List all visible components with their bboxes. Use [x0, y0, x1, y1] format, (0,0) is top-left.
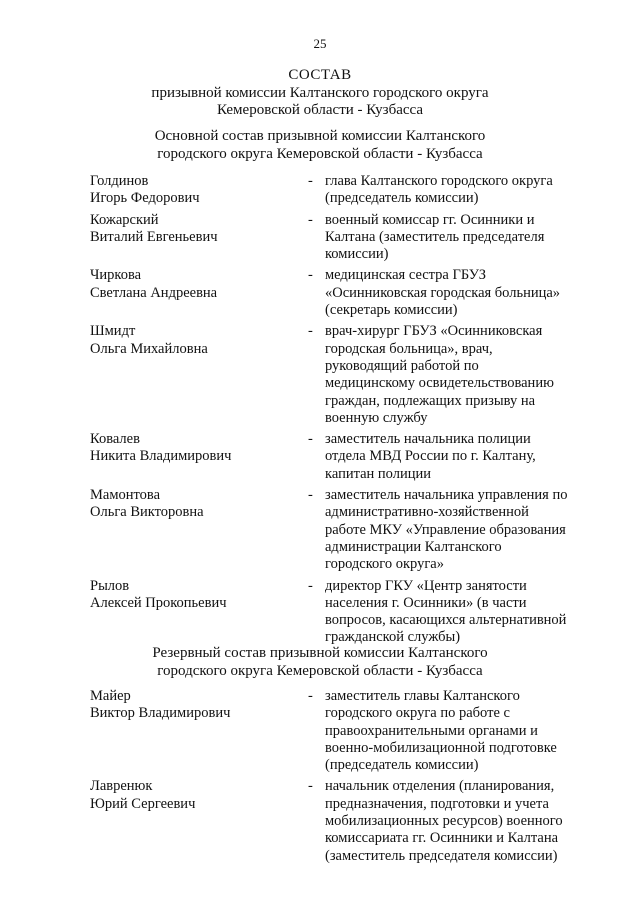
member-position-line: городского округа»: [325, 556, 444, 573]
member-position-line: администрации Калтанского: [325, 538, 502, 555]
member-dash: -: [308, 267, 313, 284]
main-members-list: [0, 173, 640, 647]
member-row: [0, 431, 640, 483]
member-position-line: комиссариата гг. Осинники и Калтана: [325, 830, 559, 847]
member-given-names: Юрий Сергеевич: [90, 795, 196, 812]
member-position-line: заместитель главы Калтанского: [325, 688, 520, 704]
member-position-line: медицинская сестра ГБУЗ: [325, 267, 487, 284]
member-row: [0, 487, 640, 573]
member-position: [325, 487, 583, 573]
member-name: [90, 487, 290, 522]
member-dash: -: [308, 323, 313, 340]
member-position-line: военно-мобилизационной подготовке: [325, 739, 557, 756]
section-heading-line: городского округа Кемеровской области - Кузбасса: [157, 662, 483, 679]
member-name: [90, 431, 290, 466]
member-position-line: административно-хозяйственной: [325, 504, 529, 521]
member-surname: Ковалев: [90, 431, 140, 448]
member-dash: -: [308, 688, 313, 704]
member-surname: Голдинов: [90, 173, 149, 189]
member-position-line: населения г. Осинники» (в части: [325, 594, 527, 611]
member-position-line: отдела МВД России по г. Калтану,: [325, 448, 536, 465]
member-dash: -: [308, 211, 313, 228]
member-position-line: вопросов, касающихся альтернативной: [325, 612, 567, 629]
member-position-line: комиссии): [325, 246, 389, 263]
member-position: [325, 688, 583, 774]
member-position-line: городская больница», врач,: [325, 340, 493, 357]
member-position-line: руководящий работой по: [325, 357, 479, 374]
member-dash: -: [308, 778, 313, 795]
member-position-line: «Осинниковская городская больница»: [325, 284, 561, 301]
member-position: [325, 578, 583, 647]
member-position-line: директор ГКУ «Центр занятости: [325, 577, 527, 594]
member-position-line: мобилизационных ресурсов) военного: [325, 813, 563, 830]
member-position-line: медицинскому освидетельствованию: [325, 375, 554, 392]
member-position-line: работе МКУ «Управление образования: [325, 521, 566, 538]
member-row: [0, 212, 640, 264]
member-position: [325, 431, 583, 483]
member-name: [90, 173, 290, 208]
member-dash: -: [308, 431, 313, 448]
document-title: СОСТАВ: [288, 67, 352, 83]
member-dash: -: [308, 173, 313, 189]
member-given-names: Алексей Прокопьевич: [90, 594, 227, 611]
member-position: [325, 267, 583, 319]
member-position: [325, 778, 583, 864]
member-row: [0, 173, 640, 208]
member-surname: Мамонтова: [90, 487, 161, 504]
member-name: [90, 212, 290, 247]
member-surname: Чиркова: [90, 267, 142, 284]
section-heading-line: Основной состав призывной комиссии Калтанского: [154, 128, 486, 144]
member-given-names: Никита Владимирович: [90, 448, 232, 465]
document-heading: [0, 67, 640, 120]
reserve-members-list: [0, 688, 640, 865]
member-position-line: военную службу: [325, 409, 428, 426]
member-dash: -: [308, 577, 313, 594]
member-position-line: (секретарь комиссии): [325, 302, 458, 319]
member-name: [90, 778, 290, 813]
member-surname: Лавренюк: [90, 778, 153, 795]
member-surname: Рылов: [90, 577, 130, 594]
member-position-line: Калтана (заместитель председателя: [325, 228, 545, 245]
member-given-names: Игорь Федорович: [90, 190, 200, 207]
member-name: [90, 267, 290, 302]
member-position-line: городского округа по работе с: [325, 705, 510, 722]
member-position: [325, 173, 583, 208]
member-name: [90, 578, 290, 613]
member-given-names: Виктор Владимирович: [90, 705, 231, 722]
member-surname: Шмидт: [90, 323, 136, 340]
member-row: [0, 578, 640, 647]
member-dash: -: [308, 487, 313, 504]
member-position-line: заместитель начальника управления по: [325, 487, 568, 504]
member-position-line: правоохранительными органами и: [325, 722, 538, 739]
section-heading-line: городского округа Кемеровской области - Кузбасса: [157, 145, 483, 162]
member-given-names: Ольга Викторовна: [90, 504, 204, 521]
page-number: 25: [313, 36, 327, 51]
member-position-line: граждан, подлежащих призыву на: [325, 392, 536, 409]
member-position: [325, 323, 583, 427]
member-row: [0, 688, 640, 774]
member-position-line: (председатель комиссии): [325, 190, 479, 207]
member-row: [0, 778, 640, 864]
member-position-line: (заместитель председателя комиссии): [325, 847, 558, 864]
member-row: [0, 267, 640, 319]
member-position-line: предназначения, подготовки и учета: [325, 795, 549, 812]
member-position-line: военный комиссар гг. Осинники и: [325, 211, 535, 228]
member-given-names: Светлана Андреевна: [90, 284, 218, 301]
member-row: [0, 323, 640, 427]
subtitle-line: призывной комиссии Калтанского городского округа: [151, 84, 489, 101]
member-position: [325, 212, 583, 264]
member-surname: Кожарский: [90, 211, 159, 228]
member-position-line: заместитель начальника полиции: [325, 431, 531, 448]
main-section-heading: [0, 128, 640, 163]
member-position-line: гражданской службы): [325, 629, 461, 646]
section-heading-line: Резервный состав призывной комиссии Калтанского: [152, 645, 488, 661]
member-name: [90, 323, 290, 358]
member-given-names: Ольга Михайловна: [90, 340, 208, 357]
member-name: [90, 688, 290, 723]
subtitle-line: Кемеровской области - Кузбасса: [216, 102, 424, 118]
member-surname: Майер: [90, 688, 131, 704]
member-position-line: капитан полиции: [325, 465, 432, 482]
member-position-line: врач-хирург ГБУЗ «Осинниковская: [325, 323, 543, 340]
member-given-names: Виталий Евгеньевич: [90, 228, 218, 245]
member-position-line: глава Калтанского городского округа: [325, 173, 553, 189]
member-position-line: начальник отделения (планирования,: [325, 778, 555, 795]
member-position-line: (председатель комиссии): [325, 757, 479, 774]
reserve-section-heading: [0, 645, 640, 680]
